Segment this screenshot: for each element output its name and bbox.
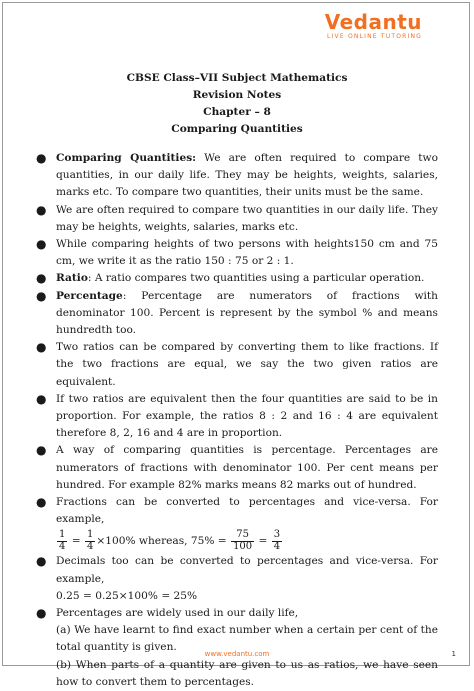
- term: Ratio: [56, 272, 88, 285]
- list-item: [36, 442, 438, 494]
- math-text: ×100% whereas,: [96, 535, 191, 548]
- list-item: [36, 150, 438, 202]
- bullet-icon: ●: [36, 606, 47, 621]
- bullet-icon: ●: [36, 202, 47, 217]
- page-number: 1: [451, 650, 456, 658]
- document-header: [0, 70, 474, 138]
- list-item: [36, 202, 438, 236]
- equals-sign: =: [255, 535, 271, 548]
- fraction: $\frac{75}{100}$: [233, 529, 253, 552]
- list-item: [36, 288, 438, 340]
- item-text: Two ratios can be compared by converting them to like fractions. If the two fractions are equal, we say the two given ratios are equivalent.: [56, 341, 438, 388]
- term: Comparing Quantities:: [56, 152, 197, 164]
- bullet-icon: ●: [36, 443, 47, 458]
- notes-list: [36, 150, 438, 691]
- item-text: If two ratios are equivalent then the four quantities are said to be in proportion. For example, the ratios 8 : 2 and 16 : 4 are equivalent therefore 8, 2, 16 and 4 are in proportion.: [56, 392, 438, 440]
- list-item: [36, 236, 438, 270]
- bullet-icon: ●: [36, 391, 47, 406]
- item-text: Fractions can be converted to percentages and vice-versa. For example,: [56, 496, 438, 526]
- item-text: A way of comparing quantities is percentage. Percentages are numerators of fractions with denominator 100. Per cent means per hundred. For example 82% marks means 82 marks out of hundred.: [56, 444, 438, 491]
- item-text: We are often required to compare two quantities in our daily life. They may be heights, weights, salaries, marks etc.: [56, 203, 438, 233]
- item-text: Percentages are widely used in our daily life,: [56, 607, 299, 620]
- bullet-icon: ●: [36, 151, 47, 165]
- item-text: We are often required to compare two quantities, in our daily life. They may be heights, weights, salaries, marks etc. To compare two quantities, their units must be the same.: [56, 152, 438, 199]
- item-text: : A ratio compares two quantities using a particular operation.: [87, 272, 425, 285]
- math-text: 75% =: [190, 535, 231, 548]
- list-item: [36, 605, 438, 691]
- bullet-icon: ●: [36, 340, 47, 355]
- list-item: [36, 494, 438, 553]
- header-subject: CBSE Class–VII Subject Mathematics: [126, 72, 348, 84]
- fraction: $\frac{1}{4}$: [59, 529, 66, 552]
- equals-sign: =: [68, 535, 84, 548]
- bullet-icon: ●: [36, 554, 47, 569]
- item-text: While comparing heights of two persons with heights150 cm and 75 cm, we write it as the ratio 150 : 75 or 2 : 1.: [56, 238, 438, 268]
- bullet-icon: ●: [36, 495, 47, 510]
- fraction: $\frac{3}{4}$: [273, 529, 281, 552]
- item-text: Decimals too can be converted to percentages and vice-versa. For example,: [56, 555, 438, 585]
- vedantu-logo: [325, 12, 422, 40]
- fraction: $\frac{1}{4}$: [87, 529, 94, 552]
- footer-url[interactable]: www.vedantu.com: [204, 650, 270, 658]
- sub-item-a: (a) We have learnt to find exact number when a certain per cent of the total quantity is given.: [56, 624, 438, 654]
- item-text: : Percentage are numerators of fractions with denominator 100. Percent is represent by the symbol % and means hundredth too.: [56, 289, 438, 337]
- list-item: [36, 339, 438, 391]
- bullet-icon: ●: [36, 271, 47, 286]
- header-topic: Comparing Quantities: [171, 123, 303, 135]
- logo-wordmark: Vedantu: [324, 10, 422, 34]
- list-item: [36, 270, 438, 287]
- header-chapter: Chapter – 8: [203, 106, 271, 118]
- logo-tagline: LIVE ONLINE TUTORING: [327, 33, 422, 40]
- decimal-example: 0.25 = 0.25×100% = 25%: [56, 589, 198, 602]
- fraction-example: [56, 529, 438, 553]
- list-item: [36, 553, 438, 605]
- bullet-icon: ●: [36, 237, 47, 252]
- header-notes: Revision Notes: [192, 89, 282, 101]
- bullet-icon: ●: [36, 288, 47, 303]
- list-item: [36, 391, 438, 443]
- term: Percentage: [56, 289, 123, 302]
- sub-item-b: (b) When parts of a quantity are given to us as ratios, we have seen how to convert them to percentages.: [56, 658, 438, 688]
